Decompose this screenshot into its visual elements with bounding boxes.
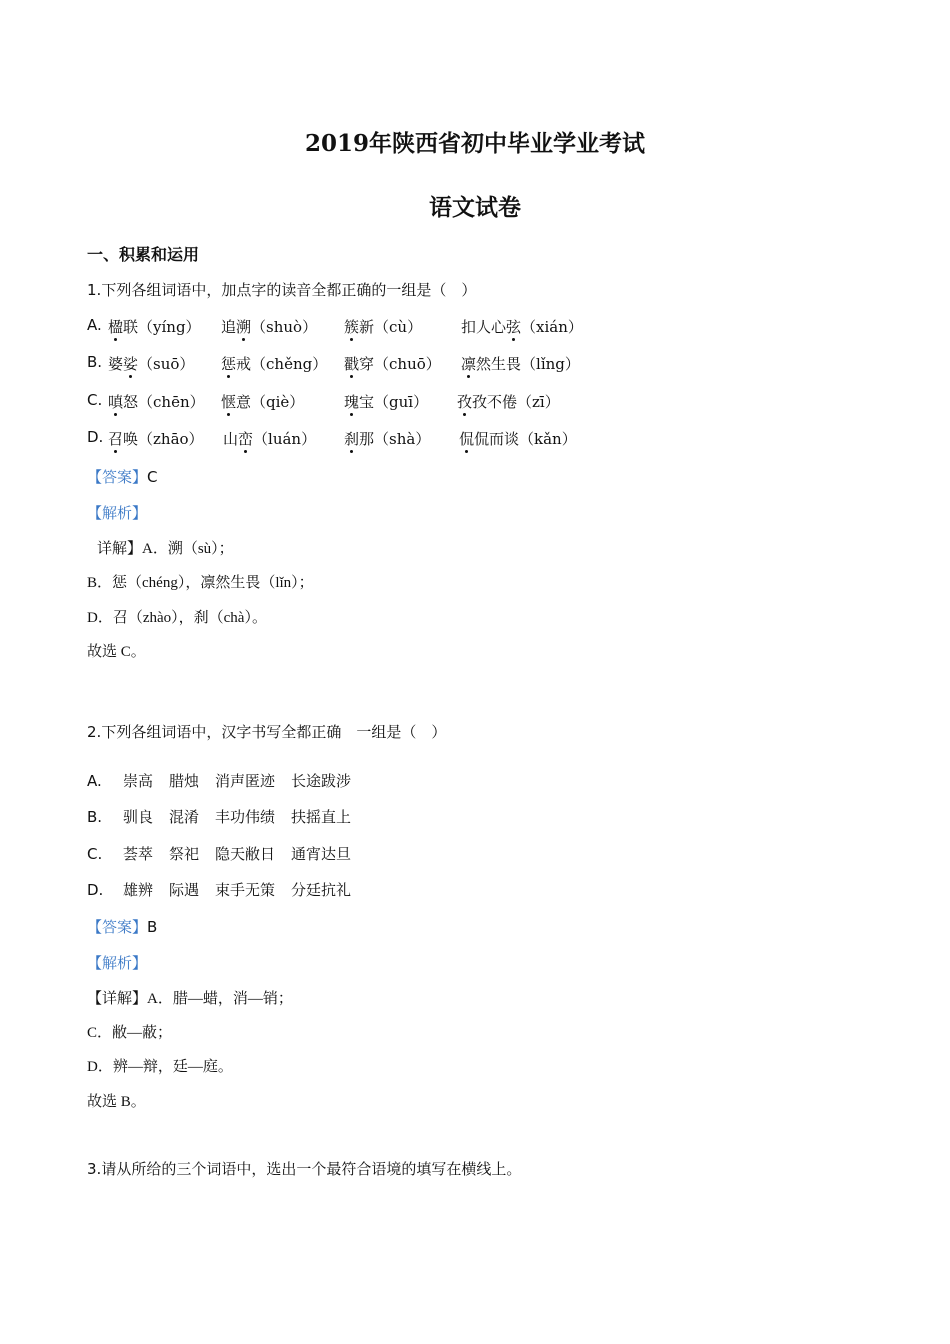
option-label: C.: [87, 845, 103, 863]
option-item: 瑰宝（guī）: [344, 393, 429, 411]
option-item: 戳穿（chuō）: [344, 355, 441, 373]
option-label: B.: [87, 353, 103, 371]
q1-analysis-line: 故选 C。: [87, 644, 146, 660]
exam-title: 2019年陕西省初中毕业学业考试: [304, 130, 645, 157]
answer-value: C: [147, 468, 158, 486]
option-item: 惬意（qiè）: [221, 393, 305, 411]
option-label: C.: [87, 391, 103, 409]
question-text: 下列各组词语中，汉字书写全都正确 一组是（ ）: [101, 723, 447, 741]
question-number: 3.: [87, 1160, 102, 1178]
q2-analysis-line: 【详解】A．腊—蜡，消—销；: [87, 991, 293, 1007]
option-word: 雄辨: [123, 881, 154, 899]
option-item: 楹联（yíng）: [108, 318, 201, 336]
q1-option-d: [87, 428, 687, 450]
option-word: 长途跋涉: [291, 772, 352, 790]
option-word: 束手无策: [215, 881, 276, 899]
option-label: D.: [87, 881, 104, 899]
option-word: 崇高: [123, 772, 154, 790]
question-1-stem: [87, 279, 476, 300]
option-label: A.: [87, 772, 102, 790]
option-word: 际遇: [169, 881, 200, 899]
answer-value: B: [147, 918, 158, 936]
option-item: 惩戒（chěng）: [221, 355, 328, 373]
q2-option-d: [87, 879, 367, 900]
q1-analysis-line: 详解】A．溯（sù）；: [97, 541, 234, 557]
option-item: 嗔怒（chēn）: [108, 393, 205, 411]
option-word: 通宵达旦: [291, 845, 352, 863]
q1-option-a: [87, 316, 687, 338]
option-word: 腊烛: [169, 772, 200, 790]
section-heading: 一、积累和运用: [87, 245, 200, 264]
option-item: 山峦（luán）: [223, 430, 317, 448]
option-item: 侃侃而谈（kǎn）: [459, 430, 577, 448]
option-item: 召唤（zhāo）: [108, 430, 204, 448]
option-word: 扶摇直上: [291, 808, 352, 826]
question-3-stem: [87, 1158, 521, 1179]
q2-analysis-line: D．辨—辩，廷—庭。: [87, 1059, 233, 1075]
option-item: 凛然生畏（lǐng）: [461, 355, 580, 373]
q2-option-c: [87, 843, 367, 864]
q1-analysis-line: B．惩（chéng），凛然生畏（lǐn）；: [87, 575, 314, 591]
option-item: 簇新（cù）: [344, 318, 423, 336]
paper-subtitle: 语文试卷: [429, 194, 521, 221]
option-word: 驯良: [123, 808, 154, 826]
option-word: 混淆: [169, 808, 200, 826]
option-label: B.: [87, 808, 103, 826]
option-word: 丰功伟绩: [215, 808, 276, 826]
option-word: 隐天敝日: [215, 845, 276, 863]
q1-option-c: [87, 391, 687, 413]
option-item: 刹那（shà）: [344, 430, 431, 448]
option-word: 祭祀: [169, 845, 200, 863]
q2-option-b: [87, 806, 367, 827]
question-number: 1.: [87, 281, 102, 299]
option-label: A.: [87, 316, 102, 334]
q2-analysis-line: 故选 B。: [87, 1094, 146, 1110]
q1-analysis-line: D．召（zhào），刹（chà）。: [87, 610, 267, 626]
q1-analysis-tag: 【解析】: [87, 504, 148, 522]
q2-answer: [87, 916, 157, 937]
question-text: 请从所给的三个词语中，选出一个最符合语境的填写在横线上。: [101, 1160, 522, 1178]
q2-analysis-line: C．敝—蔽；: [87, 1025, 173, 1041]
option-word: 荟萃: [123, 845, 154, 863]
q2-option-a: [87, 770, 367, 791]
q1-answer: [87, 466, 158, 487]
option-word: 消声匿迹: [215, 772, 276, 790]
option-item: 扣人心弦（xián）: [461, 318, 583, 336]
option-item: 孜孜不倦（zī）: [457, 393, 560, 411]
option-item: 婆娑（suō）: [108, 355, 195, 373]
question-number: 2.: [87, 723, 102, 741]
option-word: 分廷抗礼: [291, 881, 352, 899]
answer-tag: 【答案】: [87, 468, 148, 486]
q2-analysis-tag: 【解析】: [87, 954, 148, 972]
answer-tag: 【答案】: [87, 918, 148, 936]
question-2-stem: [87, 721, 446, 742]
question-text: 下列各组词语中，加点字的读音全都正确的一组是（ ）: [101, 281, 477, 299]
q1-option-b: [87, 353, 687, 375]
option-label: D.: [87, 428, 104, 446]
option-item: 追溯（shuò）: [221, 318, 318, 336]
